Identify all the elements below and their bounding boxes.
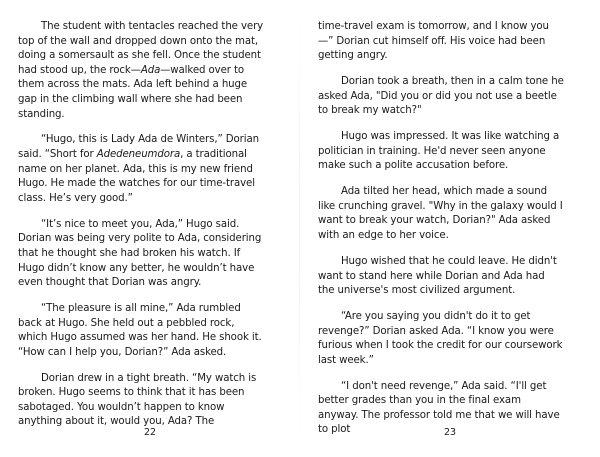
paragraph: “I don't need revenge,” Ada said. “I'll get better grades than you in the final exam anyway. The professor told me that we will have to plot [318,380,560,436]
paragraph: “It’s nice to meet you, Ada,” Hugo said. Dorian was being very polite to Ada, considering that he thought she had broken his watch. If Hugo didn’t know any better, he wouldn’t have even thought that Dorian was angry. [18,218,262,289]
paragraph: Dorian took a breath, then in a calm tone he asked Ada, "Did you or did you not use a beetle to break my watch?" [318,76,564,117]
left-page [18,20,264,441]
page-number-left: 22 [143,427,157,438]
paragraph: “The pleasure is all mine,” Ada rumbled back at Hugo. She held out a pebbled rock, which Hugo assumed was her hand. He shook it. “How can I help you, Dorian?” Ada asked. [18,302,262,358]
right-page [318,20,564,449]
paragraph: Hugo wished that he could leave. He didn't want to stand here while Dorian and Ada had the universe's most civilized argument. [318,255,557,297]
italic-text: Ada [140,64,161,76]
paragraph: The student with tentacles reached the very top of the wall and dropped down onto the mat, doing a somersault as she fell. Once the student had stood up, the rock—Ada—walked over to them across the mats. Ada left behind a huge gap in the climbing wall where she had been standing. [18,21,264,120]
page-spine [299,0,300,457]
paragraph: “Are you saying you didn't do it to get revenge?” Dorian asked Ada. “I know you were furious when I took the credit for our coursework last week.” [318,310,563,366]
page-number-right: 23 [443,427,457,438]
paragraph: “Hugo, this is Lady Ada de Winters,” Dorian said. “Short for Adedeneumdora, a traditional name on her planet. Ada, this is my new friend Hugo. He made the watches for our time-travel class. He’s very good.” [18,134,259,204]
paragraph-continued: time-travel exam is tomorrow, and I know you—” Dorian cut himself off. His voice had been getting angry. [318,21,549,62]
paragraph: Hugo was impressed. It was like watching a politician in training. He'd never seen anyone make such a polite accusation before. [318,131,560,172]
paragraph: Ada tilted her head, which made a sound like crunching gravel. "Why in the galaxy would I want to break your watch, Dorian?" Ada asked with an edge to her voice. [318,186,563,242]
italic-text: Adedeneumdora [96,149,181,161]
paragraph: Dorian drew in a tight breath. “My watch is broken. Hugo seems to think that it has been sabotaged. You wouldn’t happen to know anything about it, would you, Ada? The [18,372,257,428]
